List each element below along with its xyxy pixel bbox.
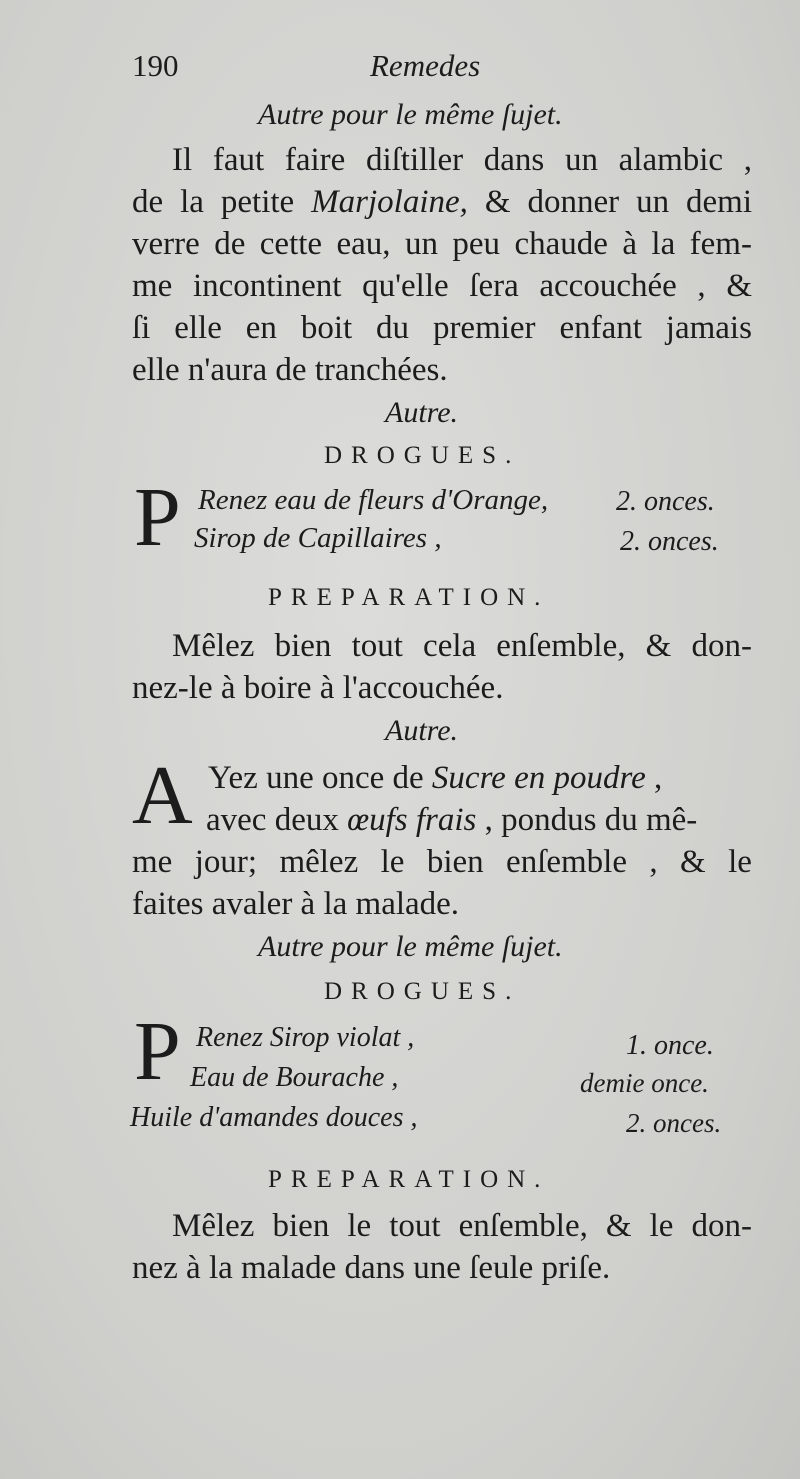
word: elle n'aura de tranchées. [132,352,448,388]
preparation-heading: PREPARATION. [268,1166,550,1193]
word: jamais [665,310,752,346]
word: faites avaler à la malade. [132,886,460,922]
word: bien [272,1208,330,1244]
word: accouchée [539,268,677,304]
word: don- [691,1208,752,1244]
text-line [132,672,752,705]
word: le [728,844,752,880]
text-run: Yez une once de [208,760,432,796]
drop-cap: A [132,749,193,842]
word: tout [389,1208,441,1244]
text-line [132,228,752,261]
running-title: Remedes [370,48,481,83]
text-run: avec deux [206,802,348,838]
text-line [132,354,752,387]
word: me [132,844,173,880]
word: nez à la malade dans une ſeule priſe. [132,1250,611,1286]
word: & [484,184,511,220]
word: alambic [618,142,724,178]
word: Mêlez [172,1208,255,1244]
text-line [132,1252,752,1285]
ingredient-quantity: demie once. [580,1068,709,1098]
ingredient-quantity: 2. onces. [616,486,715,517]
word: petite [220,184,295,220]
ingredient-quantity: 2. onces. [626,1108,722,1138]
word: le [649,1208,674,1244]
section-title: Autre pour le même ſujet. [258,930,563,963]
word: diſtiller [365,142,464,178]
drogues-heading: DROGUES. [324,442,521,469]
ingredient-name: Renez eau de fleurs d'Orange, [198,484,549,516]
word: qu'elle [362,268,449,304]
word: , [649,844,658,880]
ingredient-name: Sirop de Capillaires , [194,522,442,554]
word: dans [483,142,545,178]
word: , [697,268,706,304]
word: faut [212,142,265,178]
ingredient-name: Renez Sirop violat , [196,1022,415,1053]
word: mêlez [279,844,359,880]
section-title: Autre pour le même ſujet. [258,98,563,131]
word: bien [426,844,484,880]
section-title: Autre. [385,714,459,747]
word: fem- [689,226,752,262]
word: bien [274,628,332,664]
word: eau, [336,226,391,262]
drogues-heading: DROGUES. [324,978,521,1005]
word: cette [259,226,323,262]
word: boit [300,310,353,346]
word: enſemble [506,844,627,880]
word: cela [423,628,477,664]
word: de [132,184,164,220]
word: , [743,142,752,178]
text-line [208,762,662,795]
word: le [347,1208,372,1244]
word: de [214,226,246,262]
word: elle [174,310,222,346]
text-run-italic: œufs frais [347,802,477,838]
text-line [172,1210,752,1243]
text-line [206,804,697,837]
word: Il [172,142,193,178]
word: un [564,142,598,178]
word: premier [432,310,536,346]
word: & [605,1208,632,1244]
word: donner [527,184,620,220]
text-line [172,144,752,177]
word: la [651,226,676,262]
word: enſemble, [496,628,626,664]
text-line [132,270,752,303]
word: Mêlez [172,628,255,664]
word: à [622,226,637,262]
word: don- [691,628,752,664]
word: le [380,844,405,880]
word: verre [132,226,200,262]
ingredient-name: Huile d'amandes douces , [130,1102,418,1133]
text-run-italic: Sucre en poudre [431,760,646,796]
ingredient-name: Eau de Bourache , [190,1062,399,1093]
word: demi [686,184,752,220]
word: nez-le à boire à l'accouchée. [132,670,504,706]
text-line [132,186,752,219]
word: & [726,268,752,304]
word: enfant [559,310,642,346]
word: peu [452,226,501,262]
section-title: Autre. [385,396,459,429]
word: en [245,310,277,346]
preparation-heading: PREPARATION. [268,584,550,611]
word: la [180,184,204,220]
text-line [132,312,752,345]
word: du [376,310,410,346]
word: ſera [469,268,519,304]
word: un [636,184,670,220]
word: un [404,226,438,262]
drop-cap: P [134,471,181,564]
word: chaude [514,226,608,262]
ingredient-quantity: 1. once. [626,1030,714,1061]
word: jour; [194,844,258,880]
text-run: , pondus du mê- [476,802,698,838]
word: & [680,844,706,880]
drop-cap: P [134,1005,181,1098]
text-run: , [645,760,663,796]
text-line [172,630,752,663]
word: & [645,628,672,664]
word: tout [351,628,403,664]
page-number: 190 [132,48,179,83]
text-line [132,846,752,879]
word: Marjolaine, [311,184,468,220]
word: faire [284,142,346,178]
word: me [132,268,173,304]
word: incontinent [192,268,342,304]
text-line [132,888,752,921]
word: ſi [132,310,151,346]
word: enſemble, [458,1208,588,1244]
ingredient-quantity: 2. onces. [620,526,719,557]
